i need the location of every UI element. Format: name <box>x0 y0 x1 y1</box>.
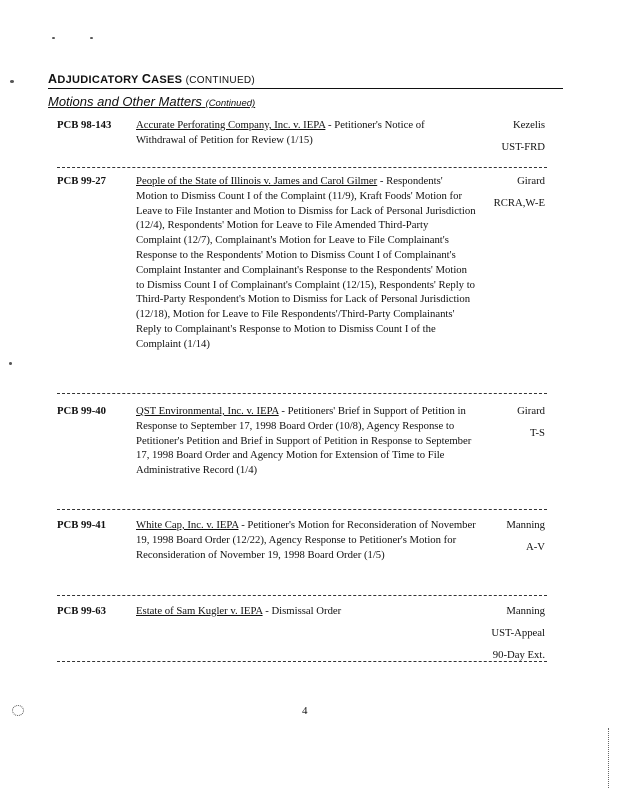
case-type: A-V <box>526 540 545 553</box>
scan-speck <box>52 37 55 39</box>
case-title: QST Environmental, Inc. v. IEPA <box>136 405 279 417</box>
case-number: PCB 99-41 <box>57 519 106 531</box>
subsection-title: Motions and Other Matters (Continued) <box>48 94 256 109</box>
section-continued: (CONTINUED) <box>185 75 256 86</box>
divider <box>57 509 547 510</box>
case-type: T-S <box>529 426 545 439</box>
case-assignment <box>455 118 545 155</box>
case-assignment <box>455 604 545 662</box>
case-type: RCRA,W-E <box>493 196 545 209</box>
scan-edge-mark <box>608 728 609 788</box>
case-assignment <box>455 404 545 441</box>
scan-speck <box>10 80 14 83</box>
case-text: - Petitioner's Notice of Withdrawal of Petition for Review (1/15) <box>136 119 425 146</box>
case-number: PCB 98-143 <box>57 119 112 131</box>
case-text: - Petitioner's Motion for Reconsideration of November 19, 1998 Board Order (12/22), Agency Response to Petitioner's Motion for Reconsideration of November 19, 1998 Board Order (1/5) <box>136 519 476 561</box>
page-number: 4 <box>302 705 308 717</box>
hearing-officer: Girard <box>517 175 545 187</box>
case-type: UST-FRD <box>501 140 545 153</box>
case-extension: 90-Day Ext. <box>492 648 545 661</box>
case-assignment <box>455 174 545 211</box>
case-number: PCB 99-27 <box>57 175 106 187</box>
hearing-officer: Manning <box>506 605 545 617</box>
case-title: People of the State of Illinois v. James and Carol Gilmer <box>136 175 378 187</box>
case-type: UST-Appeal <box>491 626 545 639</box>
case-title: Estate of Sam Kugler v. IEPA <box>136 605 263 617</box>
scan-speck <box>9 362 12 365</box>
divider <box>57 393 547 394</box>
divider <box>57 595 547 596</box>
case-description <box>136 518 476 562</box>
hearing-officer: Girard <box>517 405 545 417</box>
case-number: PCB 99-40 <box>57 405 106 417</box>
hearing-officer: Kezelis <box>512 119 545 131</box>
divider <box>57 167 547 168</box>
section-header: ADJUDICATORY CASES (CONTINUED) <box>48 72 563 89</box>
case-text: - Dismissal Order <box>262 605 342 617</box>
case-number: PCB 99-63 <box>57 605 106 617</box>
hearing-officer: Manning <box>506 519 545 531</box>
scan-speck <box>90 37 93 39</box>
case-description <box>136 604 476 619</box>
case-description <box>136 118 476 148</box>
case-assignment <box>455 518 545 555</box>
case-title: Accurate Perforating Company, Inc. v. IEPA <box>136 119 326 131</box>
scan-speck <box>12 705 24 716</box>
subsection-continued: (Continued) <box>205 98 256 109</box>
case-text: - Petitioners' Brief in Support of Petition in Response to September 17, 1998 Board Order (10/8), Agency Response to Petitioner's Petition and Brief in Support of Petition in Response to September 17, 1998 Board Order and Agency Motion for Extension of Time to File Administrative Record (1/4) <box>136 405 472 477</box>
case-description <box>136 404 476 478</box>
case-description <box>136 174 476 352</box>
divider <box>57 661 547 662</box>
case-text: - Respondents' Motion to Dismiss Count I of the Complaint (11/9), Kraft Foods' Motion for Leave to File Instanter and Motion to Dismiss for Lack of Personal Jurisdiction (12/4), Respondents' Motion for Leave to File Amended Third-Party Complaint (12/7), Complainant's Motion for Leave to File Complainant's Response to the Respondents' Motion to Dismiss Count I of Complainant's Complaint Instanter and Complainant's Response to the Respondents' Motion to Dismiss Count I of Complainant's Complaint (12/15), Respondents' Reply to Third-Party Respondent's Motion to Dismiss for Lack of Personal Jurisdiction (12/18), Motion for Leave to File Respondents'/Third-Party Complainants' Reply to Complainant's Response to Motion to Dismiss Count I of the Complaint (1/14) <box>136 175 476 350</box>
case-title: White Cap, Inc. v. IEPA <box>136 519 239 531</box>
